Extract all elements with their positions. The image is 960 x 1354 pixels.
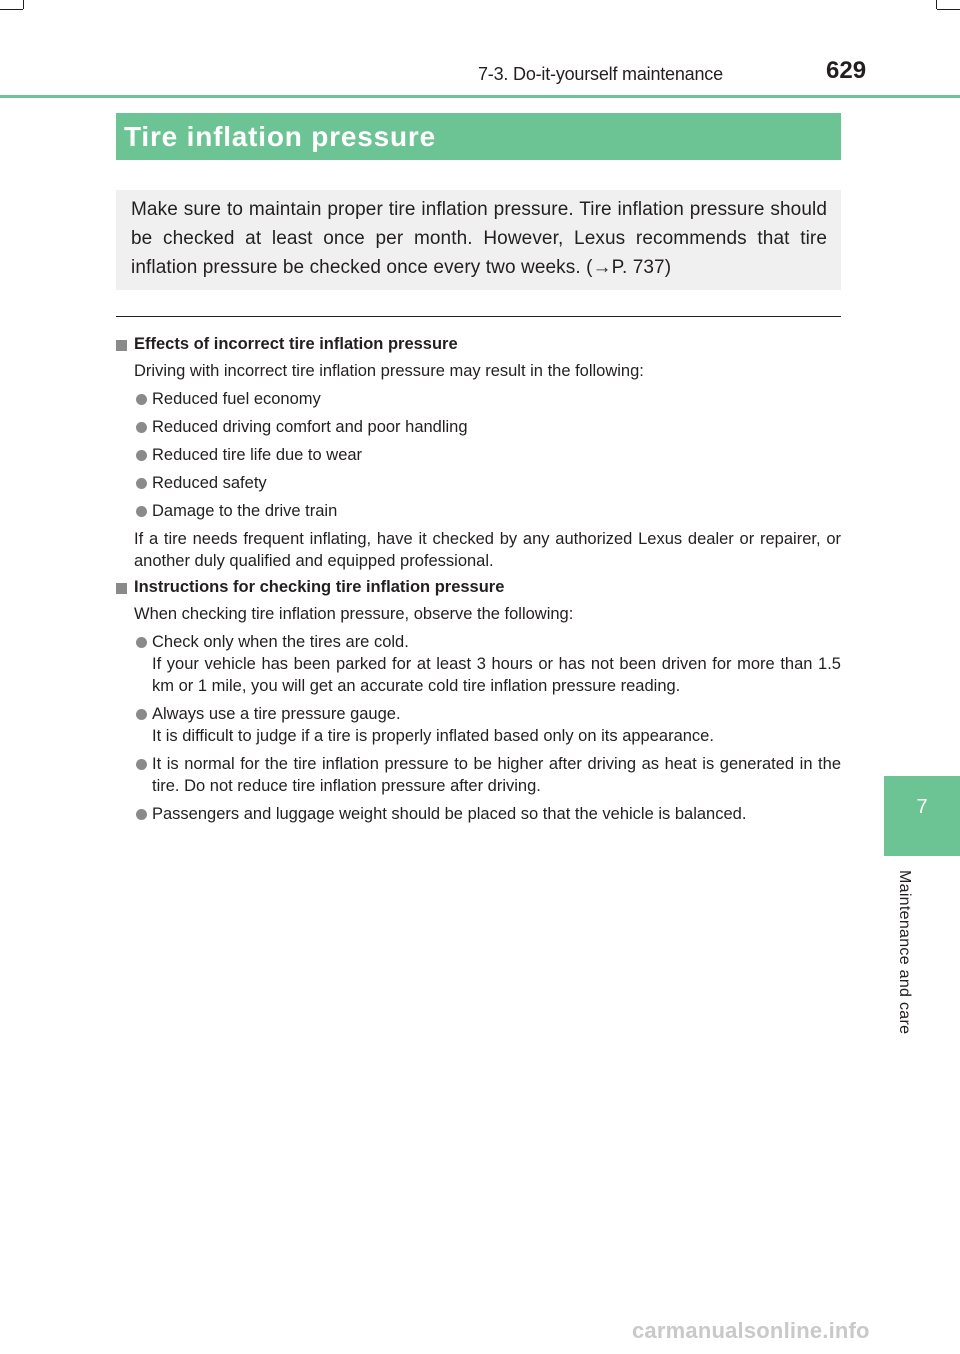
title-bar [116, 113, 841, 160]
section-lead: When checking tire inflation pressure, observe the following: [134, 605, 574, 623]
list-item-detail: If your vehicle has been parked for at least 3 hours or has not been driven for more than 1.5 km or 1 mile, you will get an accurate cold tire inflation pressure reading. [152, 655, 841, 695]
chapter-label: Maintenance and care [896, 870, 913, 1035]
section-heading [116, 575, 841, 600]
square-bullet-icon [116, 340, 127, 351]
list-item-text: It is normal for the tire inflation pressure to be higher after driving as heat is generated in the tire. Do not reduce tire inflation pressure after driving. [152, 755, 841, 795]
page-title: Tire inflation pressure [124, 121, 436, 152]
circle-bullet-icon [136, 709, 147, 720]
list-item-text: Reduced tire life due to wear [152, 446, 363, 464]
chapter-number: 7 [916, 796, 928, 818]
list-item [116, 444, 841, 466]
intro-box [116, 190, 841, 290]
square-bullet-icon [116, 583, 127, 594]
circle-bullet-icon [136, 422, 147, 433]
circle-bullet-icon [136, 506, 147, 517]
crop-mark [937, 9, 960, 10]
section-heading [116, 332, 841, 357]
list-item [116, 388, 841, 410]
page-number: 629 [826, 57, 867, 84]
crop-mark [936, 0, 937, 9]
list-item [116, 472, 841, 494]
section-heading-text: Effects of incorrect tire inflation pressure [134, 335, 458, 353]
header-section-title: 7-3. Do-it-yourself maintenance [478, 64, 723, 84]
chapter-tab [884, 776, 960, 856]
circle-bullet-icon [136, 759, 147, 770]
list-item [116, 753, 841, 797]
circle-bullet-icon [136, 478, 147, 489]
section-trailer: If a tire needs frequent inflating, have it checked by any authorized Lexus dealer or repairer, or another duly qualified and equipped professional. [134, 530, 841, 570]
intro-text: Make sure to maintain proper tire inflation pressure. Tire inflation pressure should be checked at least once per month. However, Lexus recommends that tire inflation pressure be checked once every two weeks. (→P. 737) [131, 199, 827, 278]
circle-bullet-icon [136, 450, 147, 461]
header-rule [0, 95, 960, 98]
list-item-detail: It is difficult to judge if a tire is properly inflated based only on its appearance. [152, 727, 714, 745]
crop-mark [23, 0, 24, 9]
list-item [116, 500, 841, 522]
list-item-text: Check only when the tires are cold. [152, 633, 409, 651]
list-item-text: Passengers and luggage weight should be placed so that the vehicle is balanced. [152, 805, 747, 823]
divider [116, 316, 841, 317]
list-item [116, 631, 841, 697]
section-lead: Driving with incorrect tire inflation pressure may result in the following: [134, 362, 644, 380]
content [116, 330, 841, 831]
circle-bullet-icon [136, 809, 147, 820]
list-item-text: Reduced driving comfort and poor handling [152, 418, 468, 436]
crop-mark [0, 9, 23, 10]
list-item [116, 803, 841, 825]
circle-bullet-icon [136, 394, 147, 405]
list-item-text: Reduced safety [152, 474, 267, 492]
watermark: carmanualsonline.info [632, 1318, 870, 1343]
section-heading-text: Instructions for checking tire inflation pressure [134, 578, 505, 596]
list-item-text: Reduced fuel economy [152, 390, 321, 408]
list-item [116, 703, 841, 747]
list-item-text: Damage to the drive train [152, 502, 338, 520]
list-item-text: Always use a tire pressure gauge. [152, 705, 401, 723]
circle-bullet-icon [136, 637, 147, 648]
list-item [116, 416, 841, 438]
